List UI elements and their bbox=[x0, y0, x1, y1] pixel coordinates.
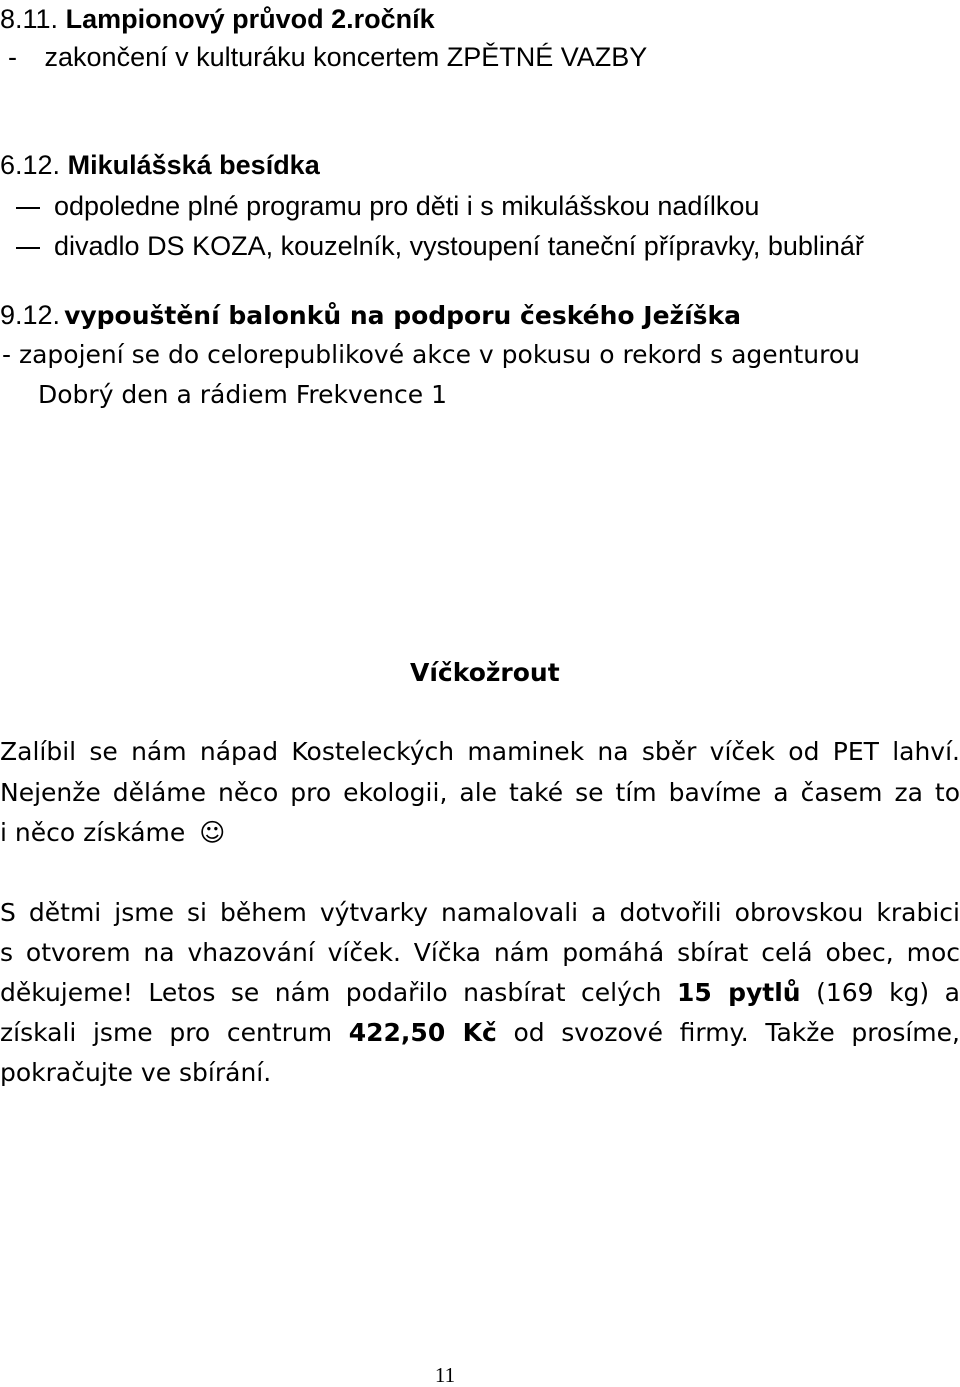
event-1-bullet bbox=[8, 44, 647, 71]
bold-amount: 422,50 Kč bbox=[348, 1018, 497, 1047]
dash-marker bbox=[16, 247, 40, 249]
event-2-date: 6.12. bbox=[0, 150, 61, 180]
event-2-bullet-1 bbox=[16, 193, 759, 220]
event-2-heading bbox=[0, 152, 320, 179]
event-3-line-2: Dobrý den a rádiem Frekvence 1 bbox=[38, 380, 447, 409]
event-2-bullet-2-text: divadlo DS KOZA, kouzelník, vystoupení taneční přípravky, bublinář bbox=[54, 231, 864, 261]
article-p2-line-2: s otvorem na vhazování víček. Víčka nám pomáhá sbírat celá obec, moc bbox=[0, 938, 960, 967]
event-2-title: Mikulášská besídka bbox=[67, 150, 320, 180]
event-3-line-1: - zapojení se do celorepublikové akce v pokusu o rekord s agenturou bbox=[2, 340, 860, 369]
smiley-icon: ☺ bbox=[199, 818, 226, 847]
article-p1-line-3: i něco získáme ☺ bbox=[0, 818, 226, 847]
event-1-date: 8.11. bbox=[0, 4, 59, 34]
dash-marker bbox=[16, 207, 40, 209]
event-1-bullet-text: zakončení v kulturáku koncertem ZPĚTNÉ VAZBY bbox=[44, 42, 648, 72]
article-p1-line-2: Nejenže děláme něco pro ekologii, ale také se tím bavíme a časem za to bbox=[0, 778, 960, 807]
event-3-date: 9.12. bbox=[0, 300, 61, 330]
article-p2-line-5: pokračujte ve sbírání. bbox=[0, 1058, 272, 1087]
event-2-bullet-1-text: odpoledne plné programu pro děti i s mikulášskou nadílkou bbox=[54, 191, 760, 221]
page-number: 11 bbox=[434, 1363, 456, 1387]
article-p2-line-4: získali jsme pro centrum 422,50 Kč od svozové firmy. Takže prosíme, bbox=[0, 1018, 960, 1047]
article-title: Víčkožrout bbox=[410, 658, 560, 687]
bold-bags-count: 15 pytlů bbox=[677, 978, 801, 1007]
event-1-title: Lampionový průvod 2.ročník bbox=[65, 4, 435, 34]
article-p2-line-1: S dětmi jsme si během výtvarky namalovali a dotvořili obrovskou krabici bbox=[0, 898, 960, 927]
bullet-marker: - bbox=[8, 42, 17, 72]
event-3-heading bbox=[0, 302, 741, 329]
article-p2-line-3: děkujeme! Letos se nám podařilo nasbírat celých 15 pytlů (169 kg) a bbox=[0, 978, 960, 1007]
event-1-heading bbox=[0, 6, 435, 33]
event-3-title: vypouštění balonků na podporu českého Ježíška bbox=[64, 301, 742, 330]
event-2-bullet-2 bbox=[16, 233, 864, 260]
article-p1-line-1: Zalíbil se nám nápad Kosteleckých maminek na sběr víček od PET lahví. bbox=[0, 737, 960, 766]
